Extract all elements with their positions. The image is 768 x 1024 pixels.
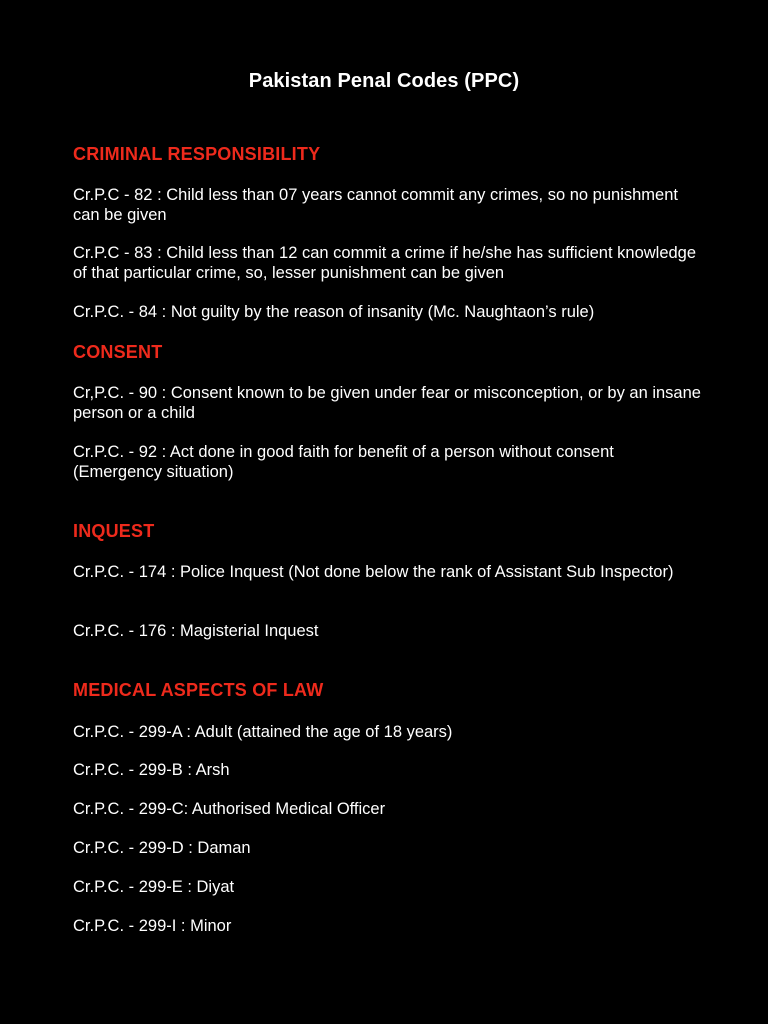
section-heading-consent: CONSENT xyxy=(73,342,163,362)
entry-crpc-299-c: Cr.P.C. - 299-C: Authorised Medical Officer xyxy=(73,800,386,818)
entry-crpc-84: Cr.P.C. - 84 : Not guilty by the reason of insanity (Mc. Naughtaon’s rule) xyxy=(73,303,595,321)
entry-crpc-90: Cr,P.C. - 90 : Consent known to be given under fear or misconception, or by an insane person or a child xyxy=(73,384,701,422)
entry-crpc-83: Cr.P.C - 83 : Child less than 12 can commit a crime if he/she has sufficient knowledge of that particular crime, so, lesser punishment can be given xyxy=(73,244,697,282)
entry-crpc-299-i: Cr.P.C. - 299-I : Minor xyxy=(73,917,232,935)
entry-crpc-82: Cr.P.C - 82 : Child less than 07 years cannot commit any crimes, so no punishment can be given xyxy=(73,186,678,224)
entry-crpc-174: Cr.P.C. - 174 : Police Inquest (Not done below the rank of Assistant Sub Inspector) xyxy=(73,563,674,581)
entry-crpc-299-e: Cr.P.C. - 299-E : Diyat xyxy=(73,878,235,896)
section-heading-criminal-responsibility: CRIMINAL RESPONSIBILITY xyxy=(73,144,321,164)
entry-crpc-299-a: Cr.P.C. - 299-A : Adult (attained the age of 18 years) xyxy=(73,723,453,741)
entry-crpc-176: Cr.P.C. - 176 : Magisterial Inquest xyxy=(73,622,319,640)
section-heading-medical-aspects-of-law: MEDICAL ASPECTS OF LAW xyxy=(73,680,324,700)
page-title: Pakistan Penal Codes (PPC) xyxy=(248,70,520,92)
entry-crpc-299-b: Cr.P.C. - 299-B : Arsh xyxy=(73,761,230,779)
entry-crpc-299-d: Cr.P.C. - 299-D : Daman xyxy=(73,839,251,857)
section-heading-inquest: INQUEST xyxy=(73,521,155,541)
entry-crpc-92: Cr.P.C. - 92 : Act done in good faith for benefit of a person without consent (Emergency situation) xyxy=(73,443,614,481)
